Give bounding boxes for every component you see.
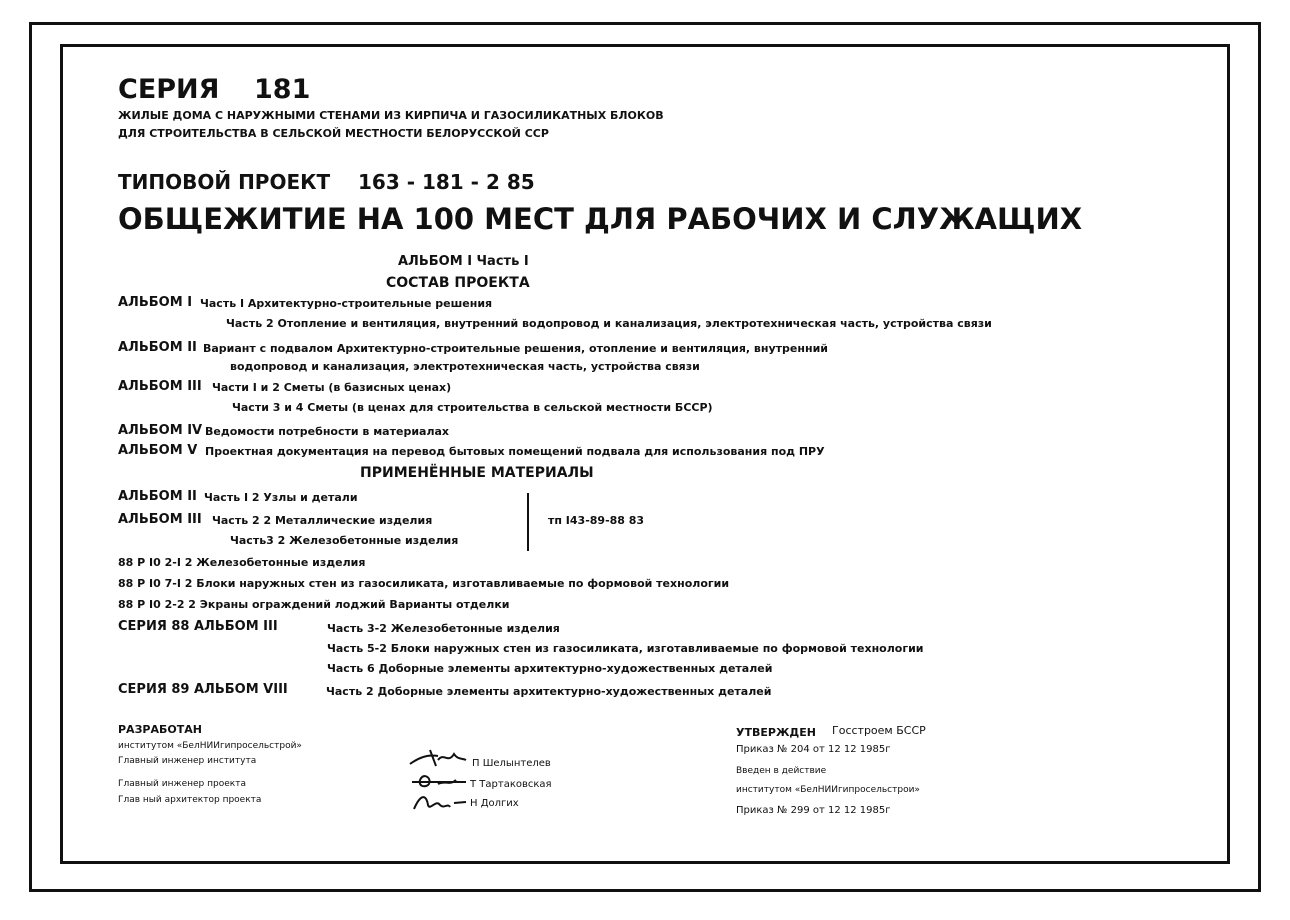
bracket-line [527,493,529,551]
approved-institute: институтом «БелНИИгипросельстрои» [736,785,920,795]
approved-enacted: Введен в действие [736,766,827,776]
role-name: Н Долгих [470,798,519,809]
materials-text: Часть 5-2 Блоки наружных стен из газосиликата, изготавливаемые по формовой технологии [327,642,924,655]
approved-order-2: Приказ № 299 от 12 12 1985г [736,805,891,816]
role-label: Главный инженер проекта [118,779,246,789]
composition-album: АЛЬБОМ I [118,295,193,310]
materials-album: СЕРИЯ 89 АЛЬБОМ VIII [118,682,288,697]
composition-text: Часть I Архитектурно-строительные решения [200,297,493,310]
signature-3 [410,791,468,813]
album-part: АЛЬБОМ I Часть I [398,254,529,269]
approved-label: УТВЕРЖДЕН [736,726,816,739]
composition-album: АЛЬБОМ II [118,340,197,355]
developed-label: РАЗРАБОТАН [118,723,202,736]
tp-reference: тп I43-89-88 83 [548,514,645,527]
subtitle-line-1: ЖИЛЫЕ ДОМА С НАРУЖНЫМИ СТЕНАМИ ИЗ КИРПИЧА И ГАЗОСИЛИКАТНЫХ БЛОКОВ [118,109,664,122]
materials-heading: ПРИМЕНЁННЫЕ МАТЕРИАЛЫ [360,465,594,481]
page-title: ОБЩЕЖИТИЕ НА 100 МЕСТ ДЛЯ РАБОЧИХ И СЛУЖАЩИХ [118,202,1083,236]
composition-text: Часть 2 Отопление и вентиляция, внутренний водопровод и канализация, электротехническая часть, устройства связи [226,317,992,330]
series-label: СЕРИЯ [118,74,220,105]
role-name: П Шелынтелев [472,758,551,769]
series-number: 181 [254,74,311,105]
materials-album: СЕРИЯ 88 АЛЬБОМ III [118,619,278,634]
composition-album: АЛЬБОМ V [118,443,198,458]
composition-album: АЛЬБОМ III [118,379,202,394]
subtitle-line-2: ДЛЯ СТРОИТЕЛЬСТВА В СЕЛЬСКОЙ МЕСТНОСТИ БЕЛОРУССКОЙ ССР [118,127,549,140]
composition-text: Ведомости потребности в материалах [205,425,450,438]
materials-text: Часть 6 Доборные элементы архитектурно-художественных деталей [327,662,773,675]
role-label: Глав ный архитектор проекта [118,795,262,805]
materials-text: Часть 3-2 Железобетонные изделия [327,622,560,635]
materials-text: 88 Р I0 2-I 2 Железобетонные изделия [118,556,366,569]
signature-1 [408,746,470,772]
composition-text: Части I и 2 Сметы (в базисных ценах) [212,381,452,394]
role-name: Т Тартаковская [470,779,552,790]
materials-album: АЛЬБОМ III [118,512,202,527]
materials-text: Часть 2 2 Металлические изделия [212,514,433,527]
composition-album: АЛЬБОМ IV [118,423,203,438]
materials-text: 88 Р I0 7-I 2 Блоки наружных стен из газосиликата, изготавливаемые по формовой технологии [118,577,730,590]
project-number: 163 - 181 - 2 85 [358,170,535,194]
materials-album: АЛЬБОМ II [118,489,197,504]
composition-text: Части 3 и 4 Сметы (в ценах для строительства в сельской местности БССР) [232,401,713,414]
composition-text: Проектная документация на перевод бытовых помещений подвала для использования под ПРУ [205,445,825,458]
composition-heading: СОСТАВ ПРОЕКТА [386,275,530,291]
materials-text: Часть I 2 Узлы и детали [204,491,358,504]
approved-order-1: Приказ № 204 от 12 12 1985г [736,744,891,755]
approved-authority: Госстроем БССР [832,724,926,737]
materials-text: 88 Р I0 2-2 2 Экраны ограждений лоджий Варианты отделки [118,598,510,611]
materials-text: Часть3 2 Железобетонные изделия [230,534,459,547]
signature-2 [410,772,470,792]
role-label: Главный инженер института [118,756,257,766]
composition-text: водопровод и канализация, электротехническая часть, устройства связи [230,360,700,373]
developed-institute: институтом «БелНИИгипросельстрой» [118,741,302,751]
composition-text: Вариант с подвалом Архитектурно-строительные решения, отопление и вентиляция, внутренний [203,342,828,355]
materials-text: Часть 2 Доборные элементы архитектурно-художественных деталей [326,685,772,698]
project-label: ТИПОВОЙ ПРОЕКТ [118,170,331,194]
